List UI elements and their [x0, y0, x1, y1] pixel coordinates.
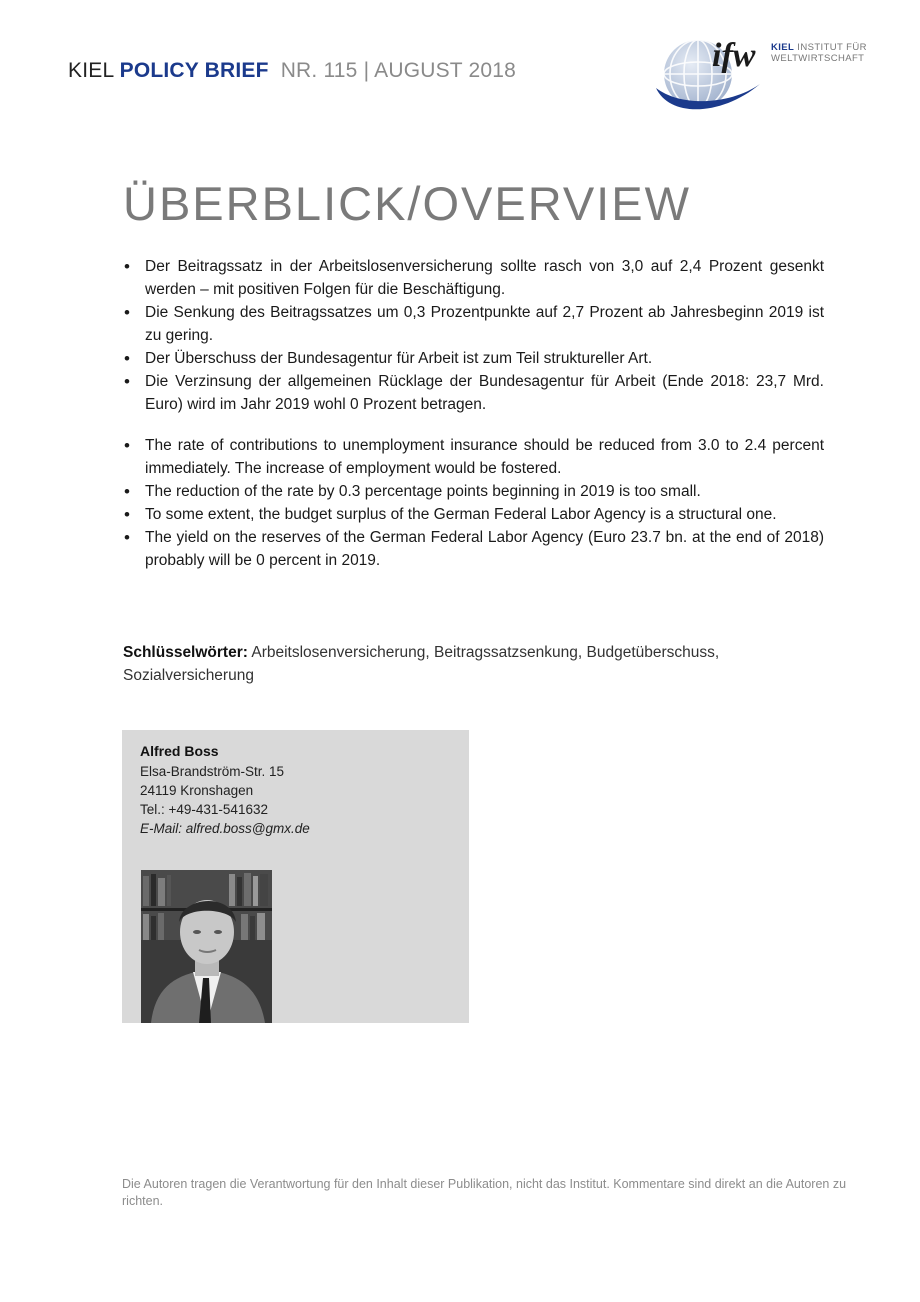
footer-disclaimer: Die Autoren tragen die Verantwortung für den Inhalt dieser Publikation, nicht das Institut. Kommentare sind direkt an die Autoren zu richten. [122, 1177, 847, 1208]
logo-line2: WELTWIRTSCHAFT [771, 53, 865, 64]
ifw-logo [652, 26, 882, 114]
german-summary-list [123, 255, 824, 416]
logo-line1-bold: KIEL [771, 42, 795, 53]
series-name: POLICY BRIEF [119, 59, 269, 82]
list-item: • The rate of contributions to unemployment insurance should be reduced from 3.0 to 2.4 percent immediately. The increase of employment would be fostered. [123, 434, 824, 480]
list-item: • Die Verzinsung der allgemeinen Rücklage der Bundesagentur für Arbeit (Ende 2018: 23,7 Mrd. Euro) wird im Jahr 2019 wohl 0 Prozent betragen. [123, 370, 824, 416]
author-street: Elsa-Brandström-Str. 15 [140, 764, 285, 779]
keywords-label: Schlüsselwörter: [123, 644, 248, 661]
list-item: • Der Überschuss der Bundesagentur für Arbeit ist zum Teil struktureller Art. [123, 347, 824, 370]
logo-mark: ifw [712, 37, 756, 74]
publication-header [68, 59, 516, 83]
english-summary-list [123, 434, 824, 572]
author-name: Alfred Boss [140, 743, 219, 759]
author-email[interactable]: E-Mail: alfred.boss@gmx.de [140, 821, 310, 836]
series-prefix: KIEL [68, 59, 114, 82]
list-item: • The reduction of the rate by 0.3 percentage points beginning in 2019 is too small. [123, 480, 824, 503]
list-item: • To some extent, the budget surplus of the German Federal Labor Agency is a structural one. [123, 503, 824, 526]
list-item: • The yield on the reserves of the German Federal Labor Agency (Euro 23.7 bn. at the end of 2018) probably will be 0 percent in 2019. [123, 526, 824, 572]
author-city: 24119 Kronshagen [140, 783, 254, 798]
logo-text [771, 42, 867, 64]
logo-line1-rest: INSTITUT FÜR [797, 42, 867, 53]
keywords [123, 641, 823, 687]
author-phone: Tel.: +49-431-541632 [140, 802, 268, 817]
list-item: • Die Senkung des Beitragssatzes um 0,3 Prozentpunkte auf 2,7 Prozent ab Jahresbeginn 2019 ist zu gering. [123, 301, 824, 347]
globe-icon [652, 26, 882, 114]
keywords-text: Arbeitslosenversicherung, Beitragssatzsenkung, Budgetüberschuss, Sozialversicherung [123, 644, 720, 684]
list-item: • Der Beitragssatz in der Arbeitslosenversicherung sollte rasch von 3,0 auf 2,4 Prozent gesenkt werden – mit positiven Folgen für die Beschäftigung. [123, 255, 824, 301]
author-box [122, 730, 469, 1023]
author-photo [141, 870, 272, 1023]
page-title: ÜBERBLICK/OVERVIEW [123, 177, 691, 230]
issue-label: NR. 115 | AUGUST 2018 [280, 59, 517, 82]
